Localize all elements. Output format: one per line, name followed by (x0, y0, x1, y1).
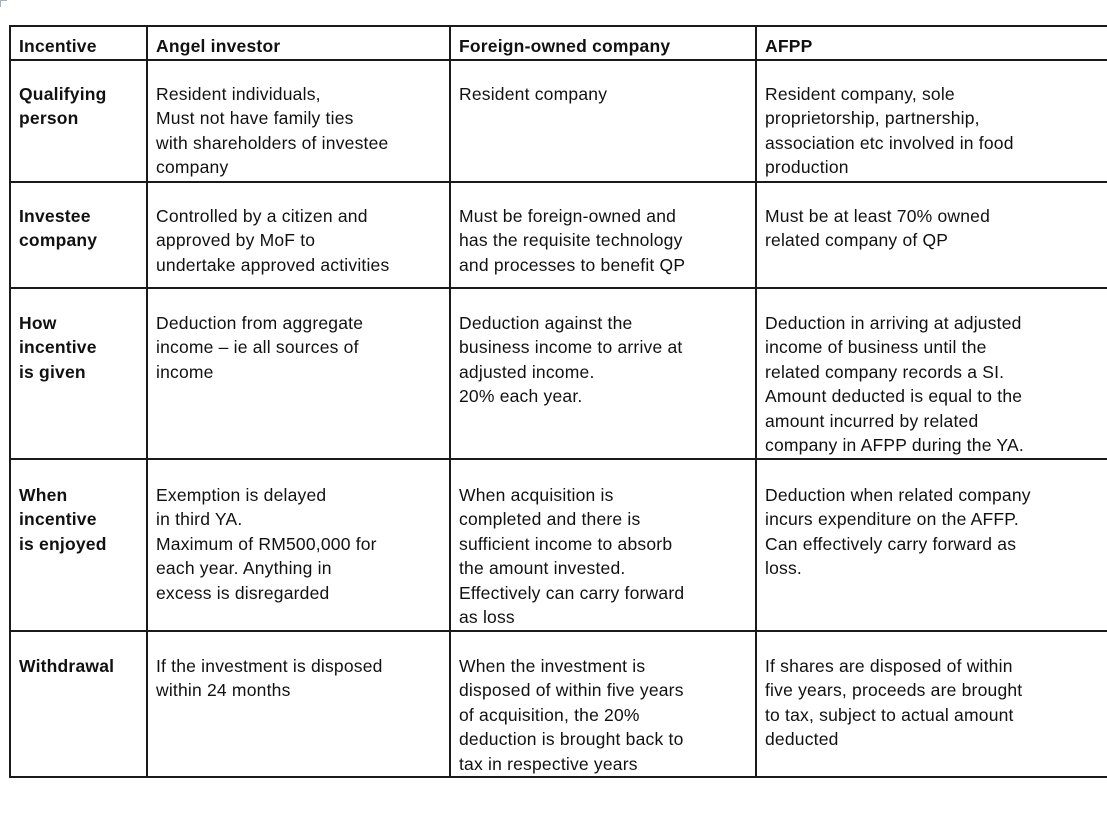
row-label: Qualifying person (10, 60, 147, 182)
header-incentive: Incentive (10, 26, 147, 60)
cell-afpp: Deduction when related company incurs expenditure on the AFFP. Can effectively carry forward as loss. (756, 459, 1107, 631)
table-row-withdrawal (10, 631, 1107, 778)
table-row-when-incentive-is-enjoyed (10, 459, 1107, 631)
cell-afpp: Must be at least 70% owned related company of QP (756, 182, 1107, 288)
row-label: How incentive is given (10, 288, 147, 459)
cell-afpp: Deduction in arriving at adjusted income of business until the related company records a SI. Amount deducted is equal to the amount incurred by related company in AFPP during the YA. (756, 288, 1107, 459)
header-angel-investor: Angel investor (147, 26, 450, 60)
cell-angel-investor: If the investment is disposed within 24 months (147, 631, 450, 778)
cell-afpp: Resident company, sole proprietorship, partnership, association etc involved in food production (756, 60, 1107, 182)
table-row-investee-company (10, 182, 1107, 288)
header-afpp: AFPP (756, 26, 1107, 60)
incentive-comparison-table-container (9, 25, 1107, 778)
cell-angel-investor: Resident individuals, Must not have family ties with shareholders of investee company (147, 60, 450, 182)
cell-angel-investor: Controlled by a citizen and approved by MoF to undertake approved activities (147, 182, 450, 288)
cell-angel-investor: Deduction from aggregate income – ie all sources of income (147, 288, 450, 459)
header-foreign-owned-company: Foreign-owned company (450, 26, 756, 60)
cell-foreign-owned-company: Deduction against the business income to arrive at adjusted income. 20% each year. (450, 288, 756, 459)
table-row-how-incentive-is-given (10, 288, 1107, 459)
cell-angel-investor: Exemption is delayed in third YA. Maximum of RM500,000 for each year. Anything in excess is disregarded (147, 459, 450, 631)
row-label: Withdrawal (10, 631, 147, 778)
cell-foreign-owned-company: Must be foreign-owned and has the requisite technology and processes to benefit QP (450, 182, 756, 288)
cell-foreign-owned-company: Resident company (450, 60, 756, 182)
incentive-comparison-table (9, 25, 1107, 778)
corner-mark (0, 0, 7, 7)
cell-afpp: If shares are disposed of within five years, proceeds are brought to tax, subject to actual amount deducted (756, 631, 1107, 778)
cell-foreign-owned-company: When the investment is disposed of within five years of acquisition, the 20% deduction is brought back to tax in respective years (450, 631, 756, 778)
table-row-qualifying-person (10, 60, 1107, 182)
row-label: Investee company (10, 182, 147, 288)
header-row (10, 26, 1107, 60)
row-label: When incentive is enjoyed (10, 459, 147, 631)
cell-foreign-owned-company: When acquisition is completed and there is sufficient income to absorb the amount invested. Effectively can carry forward as loss (450, 459, 756, 631)
